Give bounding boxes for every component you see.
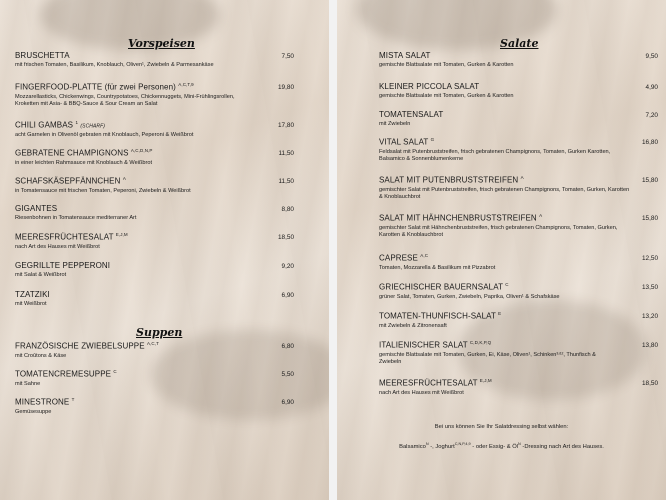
allergen-codes: E <box>498 311 502 316</box>
menu-item <box>15 261 295 280</box>
allergen-codes: T <box>71 397 75 402</box>
menu-item <box>379 82 649 101</box>
menu-item <box>15 341 295 360</box>
item-price: 9,50 <box>645 53 658 60</box>
item-description: gemischter Salat mit Putenbruststreifen, frisch gebratenen Champignons, Tomaten, Gurken, Karotten & Knoblauchbrot <box>379 186 630 201</box>
allergen-codes: A,C,T <box>146 341 159 346</box>
item-name: CHILI GAMBAS <box>15 120 74 130</box>
item-description: in Tomatensauce mit frischen Tomaten, Peperoni, Zwiebeln & Weißbrot <box>15 187 191 194</box>
allergen-codes: A <box>539 213 543 218</box>
menu-item <box>15 204 295 223</box>
item-description: mit Weißbrot <box>15 301 47 307</box>
item-name: TOMATENSALAT <box>379 110 444 119</box>
menu-item <box>379 311 649 330</box>
menu-item <box>379 175 634 202</box>
item-description: Mozzarellasticks, Chickenwings, Countrypotatoes, Chickennuggets, Mini-Frühlingsrollen, Kroketten mit Asia- & BBQ-Sauce & Sour Cream an Salat <box>15 93 235 108</box>
item-name: GEGRILLTE PEPPERONI <box>15 261 111 270</box>
menu-item <box>15 290 295 309</box>
menu-item <box>15 176 295 195</box>
item-price: 6,80 <box>281 343 294 350</box>
dressing-joghurt: -, Joghurt <box>428 443 455 450</box>
menu-item <box>379 137 629 164</box>
item-price: 15,80 <box>642 177 658 184</box>
item-description: mit frischen Tomaten, Basilikum, Knoblauch, Oliven¹, Zwiebeln & Parmesankäse <box>15 62 214 68</box>
item-price: 6,90 <box>281 399 294 406</box>
allergen-codes: A <box>122 176 126 181</box>
dressing-suffix: -Dressing nach Art des Hauses. <box>520 443 604 450</box>
menu-item <box>379 110 649 129</box>
item-description: mit Zwiebeln <box>379 121 411 127</box>
menu-item <box>379 378 649 397</box>
item-price: 18,50 <box>278 234 294 241</box>
item-price: 5,50 <box>281 371 294 378</box>
item-description: mit Sahne <box>15 380 41 387</box>
item-price: 13,50 <box>642 284 658 291</box>
item-name: MEERESFRÜCHTESALAT <box>379 378 478 388</box>
spicy-note: (SCHARF) <box>80 123 106 130</box>
allergen-codes: E,J,M <box>479 378 492 383</box>
item-name: TZATZIKI <box>15 290 50 299</box>
menu-item <box>15 120 295 139</box>
item-description: Riesenbohnen in Tomatensauce mediterraner Art <box>15 215 137 221</box>
item-description: Feldsalat mit Putenbruststreifen, frisch gebratenen Champignons, Tomaten, Gurken Karotten, Balsamico & Sonnenblumenkerne <box>379 148 611 163</box>
item-description: acht Garnelen in Olivenöl gebraten mit Knoblauch, Peperoni & Weißbrot <box>15 131 194 138</box>
allergen-codes: N <box>425 442 429 446</box>
item-price: 13,80 <box>642 342 658 349</box>
menu-page-left <box>0 0 329 500</box>
menu-item <box>15 369 295 388</box>
menu-item <box>379 213 634 240</box>
dressing-note-heading: Bei uns können Sie Ihr Salatdressing selbst wählen: <box>434 424 569 430</box>
menu-item <box>15 148 295 167</box>
item-price: 8,80 <box>281 206 294 213</box>
item-description: mit Croûtons & Käse <box>15 352 67 359</box>
allergen-codes: C <box>113 369 117 374</box>
section-title-suppen: Suppen <box>136 326 183 339</box>
item-price: 12,50 <box>642 255 658 262</box>
item-description: nach Art des Hauses mit Weißbrot <box>15 243 100 250</box>
allergen-codes: C <box>505 282 509 287</box>
menu-item <box>15 82 255 109</box>
item-description: in einer leichten Rahmsauce mit Knoblauch & Weißbrot <box>15 159 153 166</box>
item-description: mit Zwiebeln & Zitronensaft <box>379 322 447 329</box>
item-price: 4,90 <box>645 84 658 91</box>
item-description: Gemüsesuppe <box>15 408 52 415</box>
item-name: KLEINER PICCOLA SALAT <box>379 82 480 91</box>
allergen-codes: A,C,T,9 <box>178 82 194 87</box>
item-description: gemischter Salat mit Hähnchenbruststreifen, frisch gebratenen Champignons, Tomaten, Gurken, Karotten & Knoblauchbrot <box>379 224 618 239</box>
item-price: 16,80 <box>642 139 658 146</box>
item-description: grüner Salat, Tomaten, Gurken, Zwiebeln, Paprika, Oliven¹ & Schafskäse <box>379 293 560 300</box>
dressing-options <box>337 442 666 450</box>
item-name: FRANZÖSISCHE ZWIEBELSUPPE <box>15 341 145 351</box>
menu-item <box>15 232 295 251</box>
item-description: nach Art des Hauses mit Weißbrot <box>379 389 464 396</box>
allergen-codes: C,N,P,4,9 <box>454 442 471 446</box>
section-title-vorspeisen: Vorspeisen <box>128 37 195 50</box>
allergen-codes: C,D,K,P,Q <box>469 340 492 345</box>
item-name: VITAL SALAT <box>379 137 429 147</box>
menu-page-right <box>337 0 666 500</box>
section-title-salate: Salate <box>500 37 539 50</box>
menu-item <box>379 282 649 301</box>
item-price: 9,20 <box>281 263 294 270</box>
allergen-codes: A,C,D,N,P <box>130 148 153 153</box>
item-price: 11,50 <box>278 178 294 185</box>
item-name: MINESTRONE <box>15 397 70 407</box>
dressing-balsamico: Balsamico <box>399 443 426 450</box>
item-name: FINGERFOOD-PLATTE (für zwei Personen) <box>15 82 176 92</box>
item-description: gemischte Blattsalate mit Tomaten, Gurken, Ei, Käse, Oliven¹, Schinken³ʴ¹², Thunfisch & Zwiebeln <box>379 351 596 366</box>
item-name: SALAT MIT HÄHNCHENBRUSTSTREIFEN <box>379 213 537 223</box>
item-name: CAPRESE <box>379 253 418 263</box>
item-name: GIGANTES <box>15 204 58 213</box>
allergen-codes: G <box>430 137 435 142</box>
item-description: gemischte Blattsalate mit Tomaten, Gurken & Karotten <box>379 93 514 99</box>
item-name: MEERESFRÜCHTESALAT <box>15 232 114 242</box>
item-name: SCHAFSKÄSEPFÄNNCHEN <box>15 176 121 186</box>
item-price: 13,20 <box>642 313 658 320</box>
allergen-codes: A,C <box>420 253 429 258</box>
item-price: 11,50 <box>278 150 294 157</box>
item-price: 6,90 <box>281 292 294 299</box>
item-name: GRIECHISCHER BAUERNSALAT <box>379 282 503 292</box>
item-name: BRUSCHETTA <box>15 51 70 60</box>
item-description: mit Salat & Weißbrot <box>15 272 67 278</box>
item-price: 15,80 <box>642 215 658 222</box>
menu-item <box>379 340 619 367</box>
item-price: 7,50 <box>281 53 294 60</box>
allergen-codes: E,J,M <box>115 232 128 237</box>
item-price: 17,80 <box>278 122 294 129</box>
menu-item <box>379 253 649 272</box>
item-price: 7,20 <box>645 112 658 119</box>
allergen-codes: 1 <box>75 120 79 125</box>
item-name: TOMATEN-THUNFISCH-SALAT <box>379 311 496 321</box>
item-description: Tomaten, Mozzarella & Basilikum mit Pizzabrot <box>379 264 496 271</box>
menu-item <box>379 51 649 70</box>
item-description: gemischte Blattsalate mit Tomaten, Gurken & Karotten <box>379 62 514 68</box>
item-name: ITALIENISCHER SALAT <box>379 340 468 350</box>
menu-item <box>15 397 295 416</box>
menu-item <box>15 51 295 70</box>
item-price: 18,50 <box>642 380 658 387</box>
allergen-codes: N <box>518 442 521 446</box>
page-divider <box>329 0 337 500</box>
item-name: TOMATENCREMESUPPE <box>15 369 112 379</box>
allergen-codes: A <box>520 175 524 180</box>
item-name: MISTA SALAT <box>379 51 431 60</box>
item-name: GEBRATENE CHAMPIGNONS <box>15 148 129 158</box>
dressing-essig-oel: - oder Essig- & Öl <box>470 443 519 450</box>
item-price: 19,80 <box>278 84 294 91</box>
item-name: SALAT MIT PUTENBRUSTSTREIFEN <box>379 175 519 185</box>
